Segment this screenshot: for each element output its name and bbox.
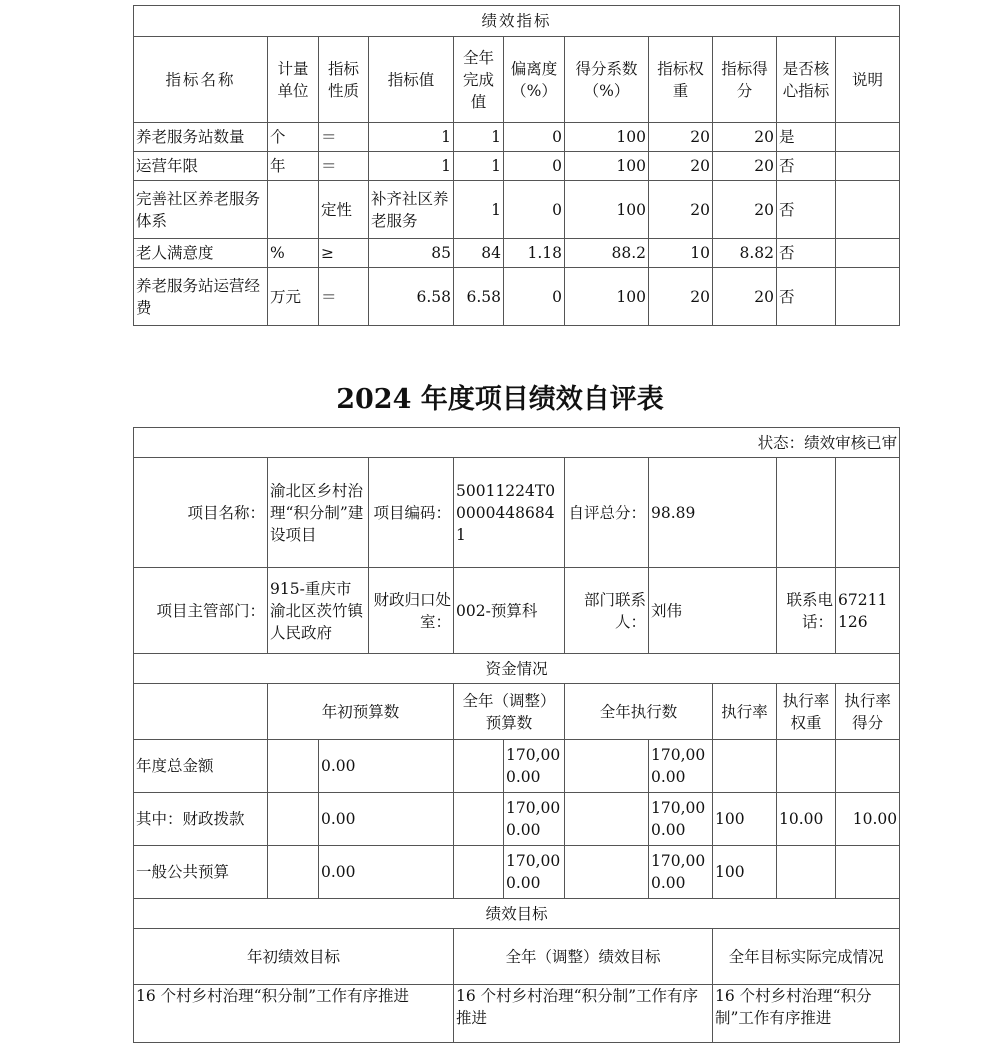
indicator-score: 8.82 [713,239,777,268]
indicator-actual: 6.58 [454,268,504,326]
indicator-core: 否 [777,181,836,239]
indicator-weight: 20 [649,268,713,326]
empty-cell [134,684,268,740]
performance-indicator-table [133,5,900,326]
indicator-score: 20 [713,152,777,181]
indicator-note [836,123,900,152]
indicator-deviation: 0 [504,123,565,152]
funds-header-executed: 全年执行数 [565,684,713,740]
phone-label: 联系电话： [777,568,836,654]
table-row [134,152,900,181]
header-actual: 全年完成值 [454,37,504,123]
indicator-name: 老人满意度 [134,239,268,268]
indicator-coefficient: 100 [565,268,649,326]
indicator-actual: 1 [454,152,504,181]
indicator-deviation: 0 [504,152,565,181]
header-value: 指标值 [369,37,454,123]
goals-header-initial: 年初绩效目标 [134,929,454,985]
indicator-section-title: 绩效指标 [134,6,900,37]
indicator-name: 养老服务站运营经费 [134,268,268,326]
indicator-value: 1 [369,123,454,152]
contact-label: 部门联系人： [565,568,649,654]
indicator-score: 20 [713,181,777,239]
self-evaluation-table [133,427,900,1043]
header-weight: 指标权重 [649,37,713,123]
funds-weight [777,740,836,793]
indicator-actual: 84 [454,239,504,268]
funds-rate: 100 [713,846,777,899]
project-code-value: 50011224T000004486841 [454,458,565,568]
indicator-note [836,239,900,268]
empty-cell [268,793,319,846]
funds-header-initial: 年初预算数 [268,684,454,740]
funds-header-adjusted: 全年（调整）预算数 [454,684,565,740]
indicator-nature: ＝ [319,152,369,181]
funds-adjusted: 170,000.00 [504,846,565,899]
table-row [134,268,900,326]
funds-row-label: 其中：财政拨款 [134,793,268,846]
indicator-weight: 10 [649,239,713,268]
indicator-coefficient: 100 [565,123,649,152]
dept-label: 项目主管部门： [134,568,268,654]
indicator-nature: ≥ [319,239,369,268]
indicator-core: 否 [777,152,836,181]
funds-row-label: 一般公共预算 [134,846,268,899]
indicator-score: 20 [713,123,777,152]
indicator-value: 6.58 [369,268,454,326]
funds-score [836,846,900,899]
empty-cell [268,846,319,899]
table-row [134,239,900,268]
funds-initial: 0.00 [319,846,454,899]
goals-header-adjusted: 全年（调整）绩效目标 [454,929,713,985]
indicator-weight: 20 [649,152,713,181]
indicator-deviation: 0 [504,268,565,326]
empty-cell [565,793,649,846]
funds-adjusted: 170,000.00 [504,740,565,793]
indicator-core: 否 [777,268,836,326]
status-badge: 状态：绩效审核已审 [134,428,900,458]
indicator-unit: 年 [268,152,319,181]
indicator-coefficient: 100 [565,181,649,239]
indicator-unit: 万元 [268,268,319,326]
finance-value: 002-预算科 [454,568,565,654]
indicator-score: 20 [713,268,777,326]
empty-cell [565,740,649,793]
indicator-nature: 定性 [319,181,369,239]
self-score-label: 自评总分： [565,458,649,568]
funds-executed: 170,000.00 [649,793,713,846]
funds-row-label: 年度总金额 [134,740,268,793]
header-note: 说明 [836,37,900,123]
goal-initial: 16 个村乡村治理“积分制”工作有序推进 [134,985,454,1043]
empty-cell [454,793,504,846]
indicator-unit: % [268,239,319,268]
funds-header-weight: 执行率权重 [777,684,836,740]
dept-value: 915-重庆市渝北区茨竹镇人民政府 [268,568,369,654]
indicator-nature: ＝ [319,268,369,326]
indicator-value: 85 [369,239,454,268]
indicator-value: 1 [369,152,454,181]
goal-adjusted: 16 个村乡村治理“积分制”工作有序推进 [454,985,713,1043]
header-nature: 指标性质 [319,37,369,123]
funds-score: 10.00 [836,793,900,846]
indicator-note [836,268,900,326]
project-code-label: 项目编码： [369,458,454,568]
empty-cell [268,740,319,793]
empty-cell [565,846,649,899]
indicator-core: 否 [777,239,836,268]
goals-header-actual: 全年目标实际完成情况 [713,929,900,985]
header-coefficient: 得分系数（%） [565,37,649,123]
indicator-weight: 20 [649,181,713,239]
funds-header-rate: 执行率 [713,684,777,740]
empty-cell [454,846,504,899]
indicator-name: 运营年限 [134,152,268,181]
phone-value: 67211126 [836,568,900,654]
indicator-actual: 1 [454,123,504,152]
indicator-note [836,181,900,239]
funds-executed: 170,000.00 [649,740,713,793]
indicator-name: 养老服务站数量 [134,123,268,152]
indicator-value: 补齐社区养老服务 [369,181,454,239]
header-deviation: 偏离度（%） [504,37,565,123]
funds-adjusted: 170,000.00 [504,793,565,846]
contact-value: 刘伟 [649,568,777,654]
funds-rate [713,740,777,793]
page-title: 2024 年度项目绩效自评表 [336,384,664,415]
project-name-value: 渝北区乡村治理“积分制”建设项目 [268,458,369,568]
table-row [134,740,900,793]
funds-weight: 10.00 [777,793,836,846]
indicator-note [836,152,900,181]
indicator-unit [268,181,319,239]
funds-executed: 170,000.00 [649,846,713,899]
indicator-nature: ＝ [319,123,369,152]
indicator-core: 是 [777,123,836,152]
indicator-deviation: 0 [504,181,565,239]
indicator-unit: 个 [268,123,319,152]
goals-section-title: 绩效目标 [134,899,900,929]
header-indicator-name: 指标名称 [134,37,268,123]
funds-section-title: 资金情况 [134,654,900,684]
indicator-coefficient: 100 [565,152,649,181]
goal-actual: 16 个村乡村治理“积分制”工作有序推进 [713,985,900,1043]
indicator-actual: 1 [454,181,504,239]
empty-cell [836,458,900,568]
funds-weight [777,846,836,899]
funds-initial: 0.00 [319,793,454,846]
finance-label: 财政归口处室： [369,568,454,654]
project-name-label: 项目名称： [134,458,268,568]
indicator-coefficient: 88.2 [565,239,649,268]
empty-cell [777,458,836,568]
indicator-deviation: 1.18 [504,239,565,268]
header-score: 指标得分 [713,37,777,123]
table-row [134,123,900,152]
table-row [134,793,900,846]
funds-rate: 100 [713,793,777,846]
header-core: 是否核心指标 [777,37,836,123]
funds-header-score: 执行率得分 [836,684,900,740]
funds-initial: 0.00 [319,740,454,793]
table-row [134,846,900,899]
indicator-name: 完善社区养老服务体系 [134,181,268,239]
header-unit: 计量单位 [268,37,319,123]
table-row [134,985,900,1043]
indicator-weight: 20 [649,123,713,152]
self-score-value: 98.89 [649,458,777,568]
empty-cell [454,740,504,793]
funds-score [836,740,900,793]
table-row [134,181,900,239]
